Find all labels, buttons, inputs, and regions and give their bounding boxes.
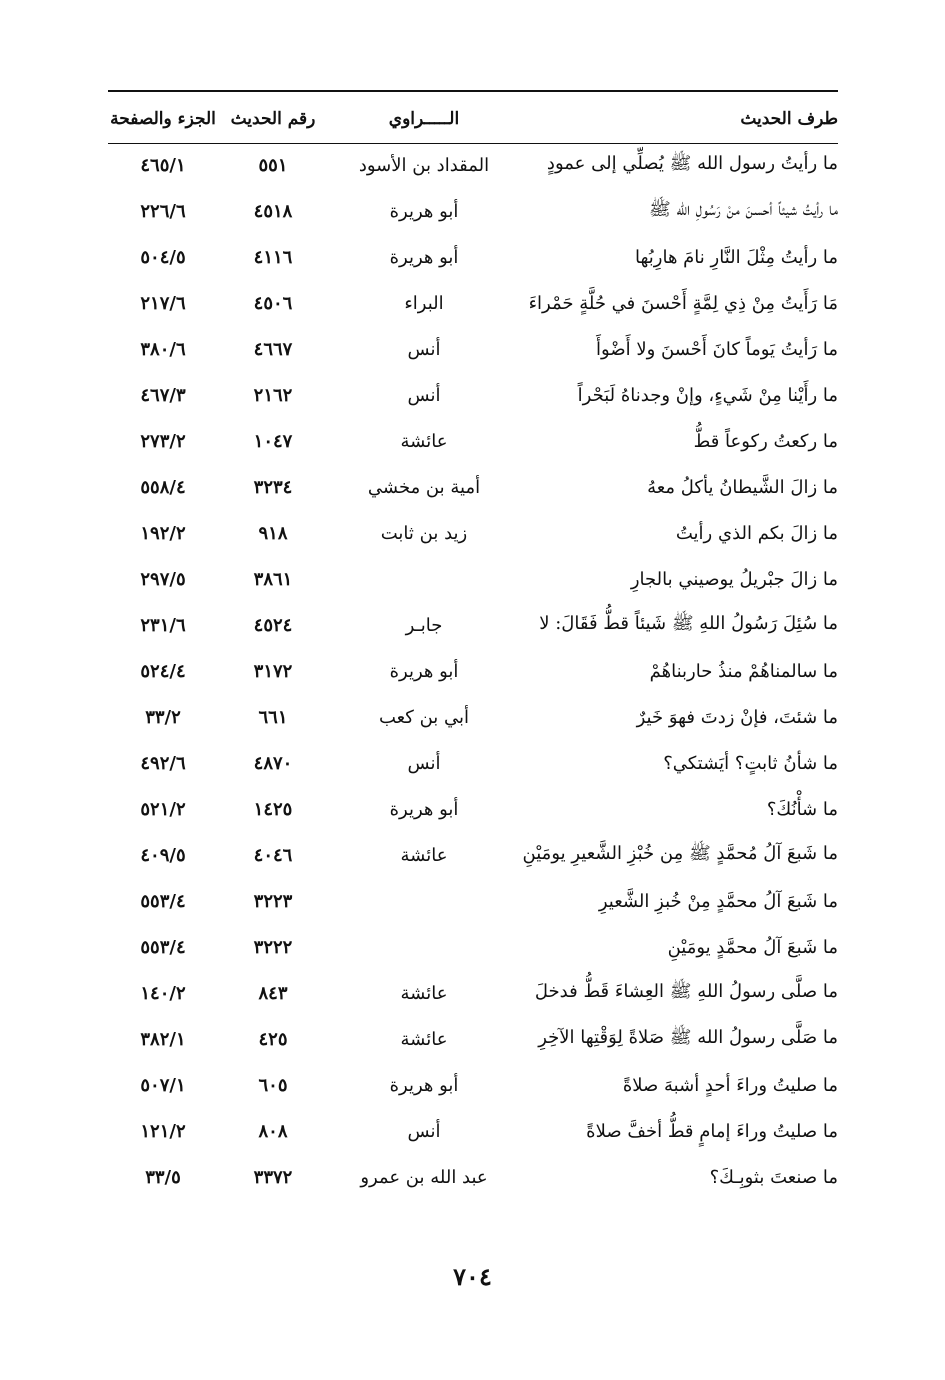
hadith-number: ٦٦١	[258, 706, 288, 728]
narrator-name: أبو هريرة	[389, 246, 459, 268]
table-row	[108, 740, 846, 786]
narrator-name: أبو هريرة	[389, 798, 459, 820]
hadith-text: ما صَلَّى رسولُ الله ﷺ صَلاةً لِوَقْتِها الآخِرِ	[538, 1027, 838, 1048]
hadith-number: ٨٠٨	[258, 1120, 288, 1142]
table-row	[108, 556, 846, 602]
table-row	[108, 602, 846, 648]
header-narrator: الـــــراوي	[388, 109, 460, 129]
table-row	[108, 234, 846, 280]
narrator-name	[328, 878, 520, 924]
narrator-name: عائشة	[400, 982, 448, 1004]
narrator-name	[328, 924, 520, 970]
narrator-name: أنس	[407, 752, 441, 774]
hadith-text: ما شَبعَ آلُ محمَّدٍ مِنْ خُبزِ الشَّعيرِ	[598, 890, 838, 912]
hadith-text: مَا رَأَيتُ مِنْ ذِي لِمَّةٍ أَحْسنَ في حُلَّةٍ حَمْراءَ	[528, 292, 838, 314]
narrator-name: أنس	[407, 384, 441, 406]
hadith-text: ما شَبعَ آلُ محمَّدٍ يومَيْنِ	[667, 936, 838, 958]
hadith-number: ٤٦٦٧	[253, 338, 293, 360]
narrator-name: عائشة	[400, 430, 448, 452]
volume-page: ٥٥٣/٤	[140, 936, 186, 958]
volume-page: ٥٢٤/٤	[140, 660, 186, 682]
hadith-index-table	[108, 96, 846, 1200]
table-row	[108, 326, 846, 372]
table-row	[108, 1062, 846, 1108]
volume-page: ٥٢١/٢	[140, 798, 186, 820]
narrator-name: أبي بن كعب	[378, 706, 470, 728]
table-row	[108, 464, 846, 510]
hadith-text: ما شأنُ ثابتٍ؟ أيَشتكي؟	[663, 752, 838, 774]
hadith-number: ٣٨٦١	[253, 568, 293, 590]
hadith-text: ما زالَ جبْريلُ يوصيني بالجارِ	[630, 568, 838, 590]
hadith-number: ١٤٢٥	[253, 798, 293, 820]
header-volume-page: الجزء والصفحة	[110, 109, 216, 129]
narrator-name: أنس	[407, 1120, 441, 1142]
hadith-text: ما صنعتَ بثوبِـكَ؟	[709, 1166, 838, 1188]
volume-page: ٣٨٢/١	[140, 1028, 186, 1050]
volume-page: ٥٠٤/٥	[140, 246, 186, 268]
table-row	[108, 786, 846, 832]
hadith-number: ٦٠٥	[258, 1074, 288, 1096]
narrator-name	[328, 556, 520, 602]
volume-page: ١٩٢/٢	[140, 522, 186, 544]
hadith-number: ٤٥١٨	[253, 200, 293, 222]
narrator-name: أبو هريرة	[389, 660, 459, 682]
volume-page: ٥٠٧/١	[140, 1074, 186, 1096]
volume-page: ٤٠٩/٥	[140, 844, 186, 866]
volume-page: ٤٩٢/٦	[140, 752, 186, 774]
table-row	[108, 970, 846, 1016]
table-row	[108, 418, 846, 464]
hadith-text: ما رأيتُ شيئاً أحسنَ منْ رَسُولِ الله ﷺ	[649, 199, 838, 220]
hadith-number: ٥٥١	[258, 154, 288, 176]
hadith-text: ما زالَ بكم الذي رأيتُ	[675, 522, 838, 544]
table-row	[108, 1108, 846, 1154]
narrator-name: البراء	[404, 292, 444, 314]
narrator-name: أبو هريرة	[389, 1074, 459, 1096]
narrator-name: أمية بن مخشي	[367, 476, 481, 498]
volume-page: ٢٧٣/٢	[140, 430, 186, 452]
table-row	[108, 1016, 846, 1062]
hadith-number: ٩١٨	[258, 522, 288, 544]
volume-page: ٢١٧/٦	[140, 292, 186, 314]
hadith-text: ما سُئِلَ رَسُولُ اللهِ ﷺ شَيئاً قطُّ فَقَالَ: لا	[539, 613, 838, 634]
table-row	[108, 648, 846, 694]
volume-page: ٥٥٣/٤	[140, 890, 186, 912]
volume-page: ٢٣١/٦	[140, 614, 186, 636]
hadith-text: ما صليتُ وراءَ إمامٍ قطُّ أخفَّ صلاةً	[586, 1120, 838, 1142]
volume-page: ١٤٠/٢	[140, 982, 186, 1004]
hadith-number: ٣٣٧٢	[253, 1166, 293, 1188]
hadith-number: ٣٢٣٤	[253, 476, 293, 498]
hadith-number: ٢١٦٢	[253, 384, 293, 406]
hadith-number: ٤٢٥	[258, 1028, 288, 1050]
page-number: ٧٠٤	[453, 1262, 492, 1291]
hadith-number: ٤١١٦	[253, 246, 293, 268]
table-row	[108, 1154, 846, 1200]
hadith-text: ما رأيتُ مِثْلَ النَّارِ نامَ هارِبُها	[634, 246, 838, 268]
volume-page: ٢٢٦/٦	[140, 200, 186, 222]
hadith-text: ما رأَيْنا مِنْ شَيءٍ، وإنْ وجدناهُ لَبَحْراً	[577, 384, 838, 406]
hadith-text: ما ركعتُ ركوعاً قطُّ	[693, 430, 838, 452]
table-row	[108, 372, 846, 418]
hadith-text: ما رَأيتُ يَوماً كانَ أَحْسنَ ولا أَضْوأَ	[596, 338, 838, 360]
volume-page: ٤٦٥/١	[140, 154, 186, 176]
table-row	[108, 142, 846, 188]
volume-page: ١٢١/٢	[140, 1120, 186, 1142]
table-row	[108, 188, 846, 234]
narrator-name: جابـر	[405, 614, 443, 636]
hadith-text: ما شئتَ، فإنْ زدتَ فهوَ خَيرٌ	[636, 706, 838, 728]
header-number: رقم الحديث	[230, 109, 316, 129]
narrator-name: المقداد بن الأسود	[358, 154, 490, 176]
table-row	[108, 280, 846, 326]
top-rule	[108, 90, 838, 92]
hadith-text: ما صلَّى رسولُ اللهِ ﷺ العِشاءَ قَطُّ فدخلَ	[534, 981, 838, 1002]
hadith-number: ٨٤٣	[258, 982, 288, 1004]
volume-page: ٣٣/٥	[145, 1166, 181, 1188]
table-row	[108, 694, 846, 740]
hadith-number: ٤٥٠٦	[253, 292, 293, 314]
narrator-name: أنس	[407, 338, 441, 360]
narrator-name: عائشة	[400, 844, 448, 866]
hadith-number: ٤٠٤٦	[253, 844, 293, 866]
header-row	[108, 96, 846, 142]
narrator-name: زيد بن ثابت	[380, 522, 468, 544]
volume-page: ٥٥٨/٤	[140, 476, 186, 498]
hadith-text: ما رأيتُ رسول الله ﷺ يُصلِّي إلى عمودٍ	[546, 153, 838, 174]
hadith-number: ٣٢٢٢	[253, 936, 293, 958]
table-row	[108, 878, 846, 924]
header-hadith: طرف الحديث	[740, 109, 838, 129]
narrator-name: عائشة	[400, 1028, 448, 1050]
volume-page: ٢٩٧/٥	[140, 568, 186, 590]
hadith-number: ٤٨٧٠	[253, 752, 293, 774]
hadith-number: ١٠٤٧	[253, 430, 293, 452]
table-row	[108, 924, 846, 970]
table-row	[108, 832, 846, 878]
hadith-number: ٣٢٢٣	[253, 890, 293, 912]
hadith-text: ما صليتُ وراءَ أحدٍ أشبهَ صلاةً	[622, 1074, 838, 1096]
hadith-text: ما زالَ الشَّيطانُ يأكلُ معهُ	[647, 476, 838, 498]
volume-page: ٣٣/٢	[145, 706, 181, 728]
hadith-text: ما شأْنُكَ؟	[766, 798, 838, 820]
volume-page: ٤٦٧/٣	[140, 384, 186, 406]
hadith-number: ٤٥٢٤	[253, 614, 293, 636]
narrator-name: أبو هريرة	[389, 200, 459, 222]
table-row	[108, 510, 846, 556]
table-body	[108, 142, 846, 1200]
narrator-name: عبد الله بن عمرو	[360, 1166, 488, 1188]
hadith-text: ما شَبعَ آلُ مُحمَّدٍ ﷺ مِن خُبْزِ الشَّعيرِ يومَيْنِ	[522, 843, 838, 864]
hadith-number: ٣١٧٢	[253, 660, 293, 682]
hadith-text: ما سالمناهُمْ منذُ حاربناهُمْ	[649, 660, 838, 682]
volume-page: ٣٨٠/٦	[140, 338, 186, 360]
